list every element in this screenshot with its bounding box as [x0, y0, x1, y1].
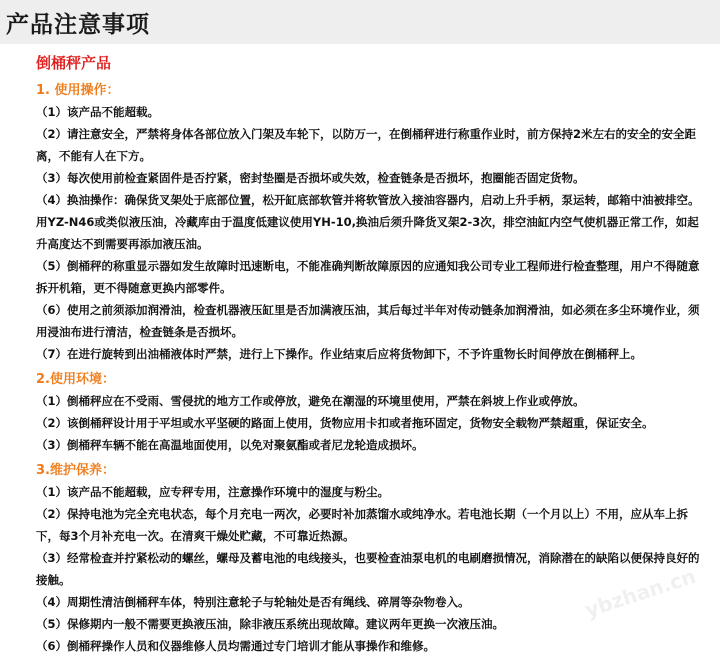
section-title: 2.使用环境： — [36, 368, 712, 387]
page-title: 产品注意事项 — [6, 6, 150, 39]
section-environment — [36, 368, 712, 456]
list-item: （3）倒桶秤车辆不能在高温地面使用，以免对聚氨酯或者尼龙轮造成损坏。 — [36, 434, 712, 456]
section-usage — [36, 79, 712, 365]
list-item: （5）倒桶秤的称重显示器如发生故障时迅速断电，不能准确判断故障原因的应通知我公司专业工程师进行检查整理，用户不得随意拆开机箱，更不得随意更换内部零件。 — [36, 255, 712, 299]
list-item: （2）保持电池为完全充电状态，每个月充电一两次，必要时补加蒸馏水或纯净水。若电池长期（一个月以上）不用，应从车上拆下，每3个月补充电一次。在清爽干燥处贮藏，不可靠近热源。 — [36, 503, 712, 547]
list-item: （7）在进行旋转到出油桶液体时严禁，进行上下操作。作业结束后应将货物卸下，不予许重物长时间停放在倒桶秤上。 — [36, 343, 712, 365]
section-title: 3.维护保养： — [36, 459, 712, 478]
watermark: ybzhan.cn — [582, 564, 698, 622]
list-item: （3）经常检查并拧紧松动的螺丝，螺母及蓄电池的电线接头，也要检查油泵电机的电刷磨损情况，消除潜在的缺陷以便保持良好的接触。 — [36, 547, 712, 591]
list-item: （4）周期性清洁倒桶秤车体，特别注意轮子与轮轴处是否有绳线、碎屑等杂物卷入。 — [36, 591, 712, 613]
section-maintenance — [36, 459, 712, 657]
list-item: （1）该产品不能超载。 — [36, 101, 712, 123]
list-item: （1）该产品不能超载，应专秤专用，注意操作环境中的湿度与粉尘。 — [36, 481, 712, 503]
page-header — [0, 0, 720, 44]
section-title: 1. 使用操作： — [36, 79, 712, 98]
list-item: （6）倒桶秤操作人员和仪器维修人员均需通过专门培训才能从事操作和维修。 — [36, 635, 712, 657]
list-item: （4）换油操作：确保货叉架处于底部位置，松开缸底部软管并将软管放入接油容器内，启动上升手柄，泵运转，邮箱中油被排空。用YZ-N46或类似液压油，冷藏库由于温度低建议使用YH-10,换油后须升降货叉架2-3次，排空油缸内空气使机器正常工作，如起升高度达不到需要再添加液压油。 — [36, 189, 712, 255]
list-item: （6）使用之前须添加润滑油，检查机器液压缸里是否加满液压油，其后每过半年对传动链条加润滑油，如必须在多尘环境作业，须用浸油布进行清洁，检查链条是否损坏。 — [36, 299, 712, 343]
list-item: （5）保修期内一般不需要更换液压油，除非液压系统出现故障。建议两年更换一次液压油。 — [36, 613, 712, 635]
list-item: （2）请注意安全，严禁将身体各部位放入门架及车轮下，以防万一，在倒桶秤进行称重作业时，前方保持2米左右的安全的安全距离，不能有人在下方。 — [36, 123, 712, 167]
list-item: （3）每次使用前检查紧固件是否拧紧，密封垫圈是否损坏或失效，检查链条是否损坏，抱圈能否固定货物。 — [36, 167, 712, 189]
notice-content — [0, 44, 720, 657]
list-item: （1）倒桶秤应在不受雨、雪侵扰的地方工作或停放，避免在潮湿的环境里使用，严禁在斜坡上作业或停放。 — [36, 390, 712, 412]
product-title: 倒桶秤产品 — [36, 52, 712, 73]
list-item: （2）该倒桶秤设计用于平坦或水平坚硬的路面上使用，货物应用卡扣或者拖环固定，货物安全载物严禁超重，保证安全。 — [36, 412, 712, 434]
